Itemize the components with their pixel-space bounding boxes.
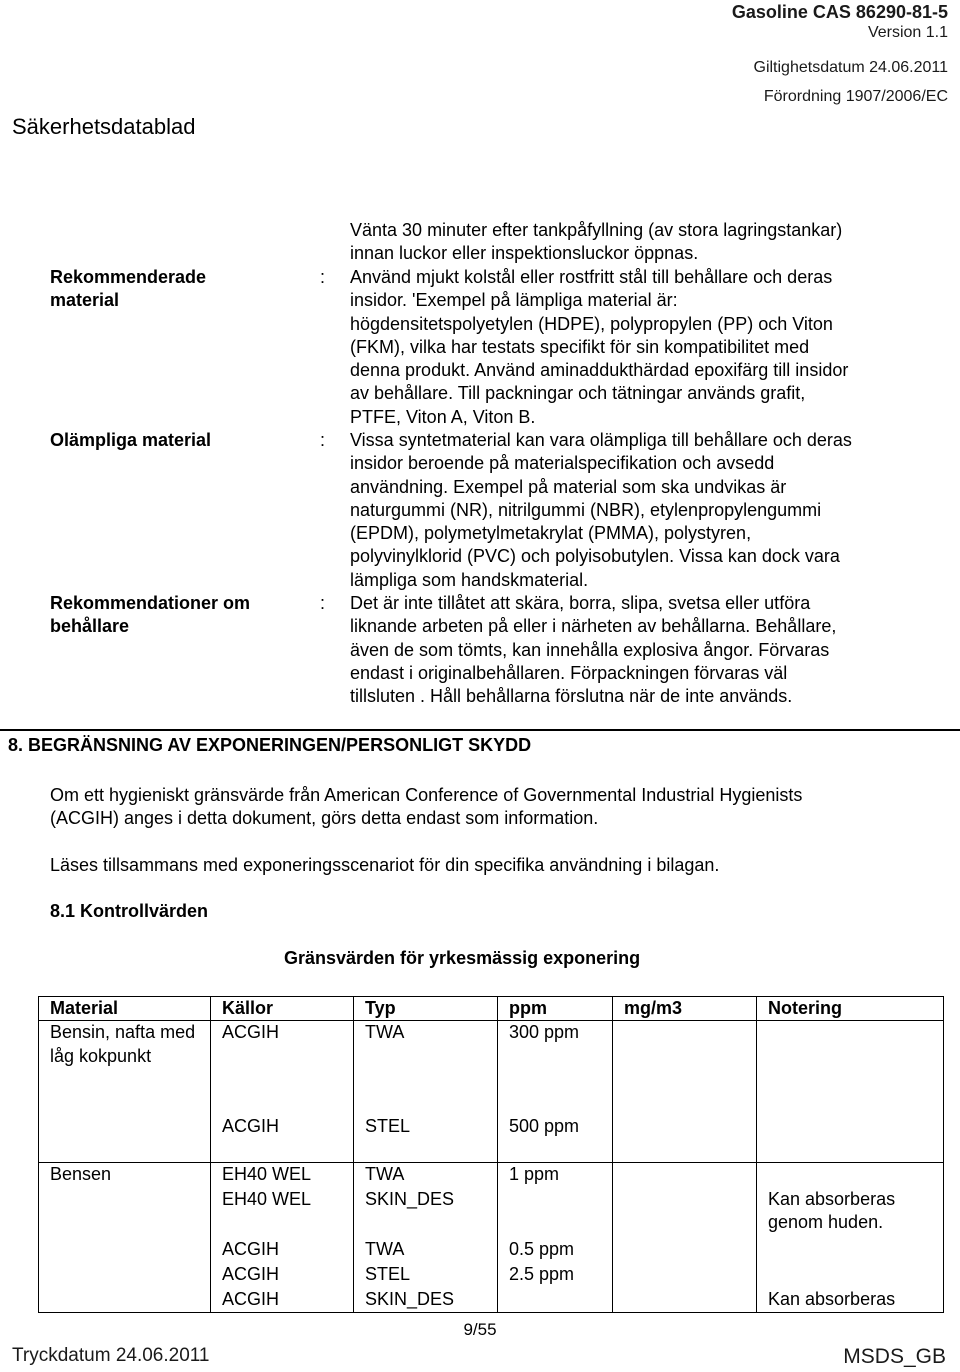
table-row <box>39 1288 944 1313</box>
column-header: ppm <box>498 997 613 1021</box>
table-cell: STEL <box>354 1263 498 1288</box>
column-header: Källor <box>211 997 354 1021</box>
section-label-unsuitable-material: Olämpliga material <box>50 430 212 450</box>
table-cell <box>39 1115 211 1163</box>
section-divider <box>0 729 960 731</box>
section-colon: : <box>320 267 326 287</box>
section-text-container-recommendations: Det är inte tillåtet att skära, borra, slipa, svetsa eller utföra liknande arbeten på eller i närheten av behållarna. Behållare, även de som tömts, kan innehålla explosiva ångor. Förvaras endast i originalbehållaren. Förpackningen förvaras väl tillsluten . Håll behållarna förslutna när de inte används. <box>350 593 837 707</box>
table-cell: TWA <box>354 1238 498 1263</box>
table-cell: Bensen <box>39 1163 211 1188</box>
table-cell: SKIN_DES <box>354 1188 498 1238</box>
column-header: mg/m3 <box>613 997 757 1021</box>
table-row <box>39 1021 944 1115</box>
version-label: Version 1.1 <box>867 24 948 41</box>
table-row <box>39 1163 944 1188</box>
table-cell: TWA <box>354 1021 498 1115</box>
table-cell: 1 ppm <box>498 1163 613 1188</box>
table-cell: STEL <box>354 1115 498 1163</box>
table-cell: 2.5 ppm <box>498 1263 613 1288</box>
table-cell <box>757 1238 944 1263</box>
product-identifier: Gasoline CAS 86290-81-5 <box>731 2 948 22</box>
table-cell <box>757 1115 944 1163</box>
table-cell: 300 ppm <box>498 1021 613 1115</box>
document-title: Säkerhetsdatablad <box>12 114 196 139</box>
table-cell: ACGIH <box>211 1115 354 1163</box>
control-values-heading: 8.1 Kontrollvärden <box>50 901 209 921</box>
exposure-scenario-paragraph: Läses tillsammans med exponeringsscenariot för din specifika användning i bilagan. <box>50 855 720 875</box>
table-row <box>39 1188 944 1238</box>
table-cell: ACGIH <box>211 1263 354 1288</box>
column-header: Material <box>39 997 211 1021</box>
page-number: 9/55 <box>463 1320 497 1339</box>
table-row <box>39 1263 944 1288</box>
table-cell: 500 ppm <box>498 1115 613 1163</box>
table-cell <box>39 1263 211 1288</box>
table-title: Gränsvärden för yrkesmässig exponering <box>284 948 641 968</box>
table-cell: Bensin, nafta med låg kokpunkt <box>39 1021 211 1115</box>
table-cell <box>498 1188 613 1238</box>
table-cell: SKIN_DES <box>354 1288 498 1313</box>
table-cell: TWA <box>354 1163 498 1188</box>
table-cell <box>757 1021 944 1115</box>
table-cell <box>39 1188 211 1238</box>
section-8-heading: 8. BEGRÄNSNING AV EXPONERINGEN/PERSONLIGT SKYDD <box>8 735 532 755</box>
acgih-paragraph: Om ett hygieniskt gränsvärde från American Conference of Governmental Industrial Hygienists (ACGIH) anges i detta dokument, görs detta endast som information. <box>50 785 803 829</box>
regulation-label: Förordning 1907/2006/EC <box>763 88 948 105</box>
table-cell: EH40 WEL <box>211 1163 354 1188</box>
table-cell <box>613 1115 757 1163</box>
table-cell <box>39 1238 211 1263</box>
table-cell: Kan absorberas genom huden. <box>757 1188 944 1238</box>
section-colon: : <box>320 593 326 613</box>
exposure-limits-table <box>38 996 944 1313</box>
table-cell: ACGIH <box>211 1288 354 1313</box>
table-cell: 0.5 ppm <box>498 1238 613 1263</box>
table-cell <box>498 1288 613 1313</box>
table-cell <box>39 1288 211 1313</box>
table-cell <box>757 1263 944 1288</box>
document-code: MSDS_GB <box>843 1345 946 1368</box>
column-header: Typ <box>354 997 498 1021</box>
table-cell <box>613 1263 757 1288</box>
table-cell: ACGIH <box>211 1021 354 1115</box>
intro-text: Vänta 30 minuter efter tankpåfyllning (av stora lagringstankar) innan luckor eller inspektionsluckor öppnas. <box>350 220 843 264</box>
table-cell <box>757 1163 944 1188</box>
section-label-container-recommendations: Rekommendationer om behållare <box>50 593 251 637</box>
table-cell <box>613 1188 757 1238</box>
section-colon: : <box>320 430 326 450</box>
table-cell <box>613 1163 757 1188</box>
column-header: Notering <box>757 997 944 1021</box>
section-text-unsuitable-material: Vissa syntetmaterial kan vara olämpliga till behållare och deras insidor beroende på materialspecifikation och avsedd användning. Exempel på material som ska undvikas är naturgummi (NR), nitrilgummi (NBR), etylenpropylengummi (EPDM), polymetylmetakrylat (PMMA), polystyren, polyvinylklorid (PVC) och polyisobutylen. Vissa kan dock vara lämpliga som handskmaterial. <box>350 430 852 590</box>
table-cell: EH40 WEL <box>211 1188 354 1238</box>
table-cell: ACGIH <box>211 1238 354 1263</box>
table-cell: Kan absorberas <box>757 1288 944 1313</box>
section-label-recommended-material: Rekommenderade material <box>50 267 207 311</box>
table-cell <box>613 1021 757 1115</box>
print-date: Tryckdatum 24.06.2011 <box>12 1345 210 1366</box>
table-row <box>39 1115 944 1163</box>
valid-date: Giltighetsdatum 24.06.2011 <box>753 59 948 76</box>
table-header-row <box>39 997 944 1021</box>
table-cell <box>613 1288 757 1313</box>
table-cell <box>613 1238 757 1263</box>
table-row <box>39 1238 944 1263</box>
section-text-recommended-material: Använd mjukt kolstål eller rostfritt stål till behållare och deras insidor. 'Exempel på lämpliga material är: högdensitetspolyetylen (HDPE), polypropylen (PP) och Viton (FKM), vilka har testats specifikt för sin kompatibilitet med denna produkt. Använd aminaddukthärdad epoxifärg till insidor av behållare. Till packningar och tätningar används grafit, PTFE, Viton A, Viton B. <box>350 267 849 427</box>
